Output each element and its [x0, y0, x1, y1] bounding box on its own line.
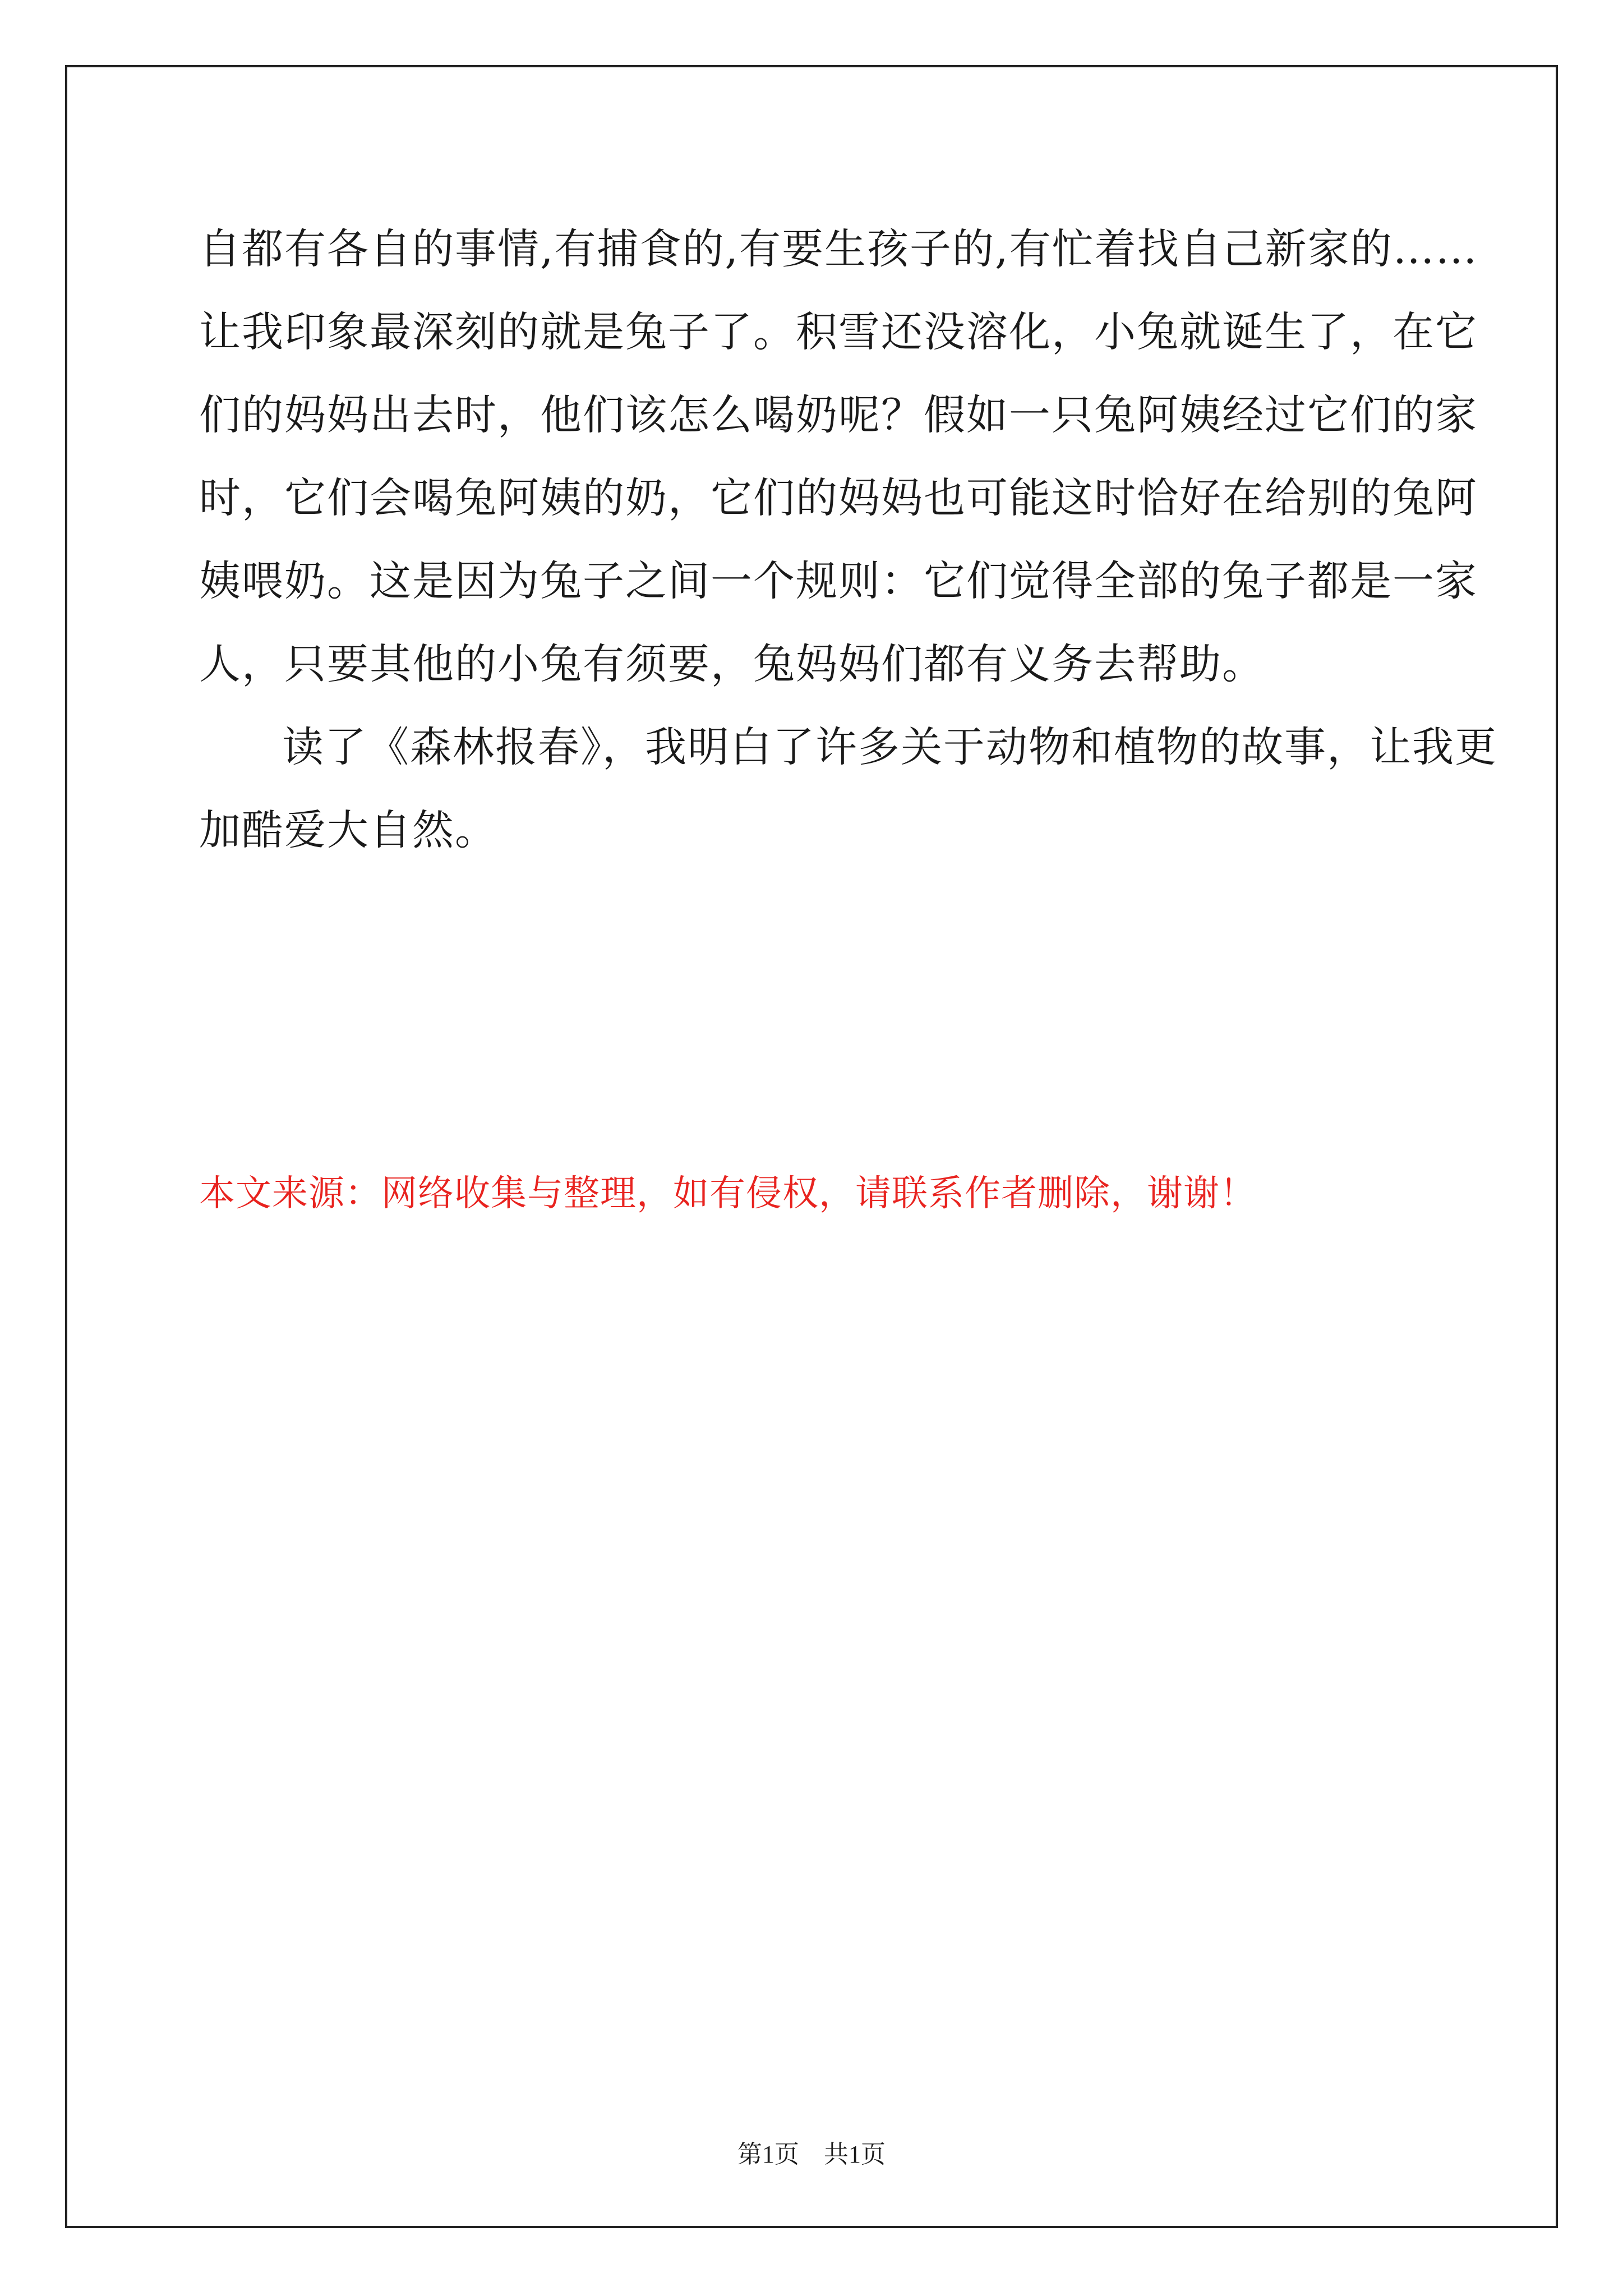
paragraph-rabbits — [199, 208, 1478, 706]
text-line: 们的妈妈出去时，他们该怎么喝奶呢？假如一只兔阿姨经过它们的家 — [199, 391, 1478, 439]
paragraph-conclusion — [199, 706, 1497, 872]
text-line: 时，它们会喝兔阿姨的奶，它们的妈妈也可能这时恰好在给别的兔阿 — [199, 474, 1478, 522]
text-line: 加酷爱大自然。 — [199, 806, 497, 854]
page-number-footer: 第1页 共1页 — [737, 2141, 886, 2168]
text-line: 让我印象最深刻的就是兔子了。积雪还没溶化，小兔就诞生了，在它 — [199, 308, 1478, 356]
source-notice: 本文来源：网络收集与整理，如有侵权，请联系作者删除，谢谢！ — [199, 1173, 1256, 1214]
text-line: 读了《森林报春》，我明白了许多关于动物和植物的故事，让我更 — [282, 723, 1497, 771]
text-line: 人，只要其他的小兔有须要，兔妈妈们都有义务去帮助。 — [199, 640, 1265, 688]
text-line: 自都有各自的事情,有捕食的,有要生孩子的,有忙着找自己新家的…… — [199, 225, 1478, 273]
document-body — [199, 208, 1497, 872]
text-line: 姨喂奶。这是因为兔子之间一个规则：它们觉得全部的兔子都是一家 — [199, 557, 1478, 605]
